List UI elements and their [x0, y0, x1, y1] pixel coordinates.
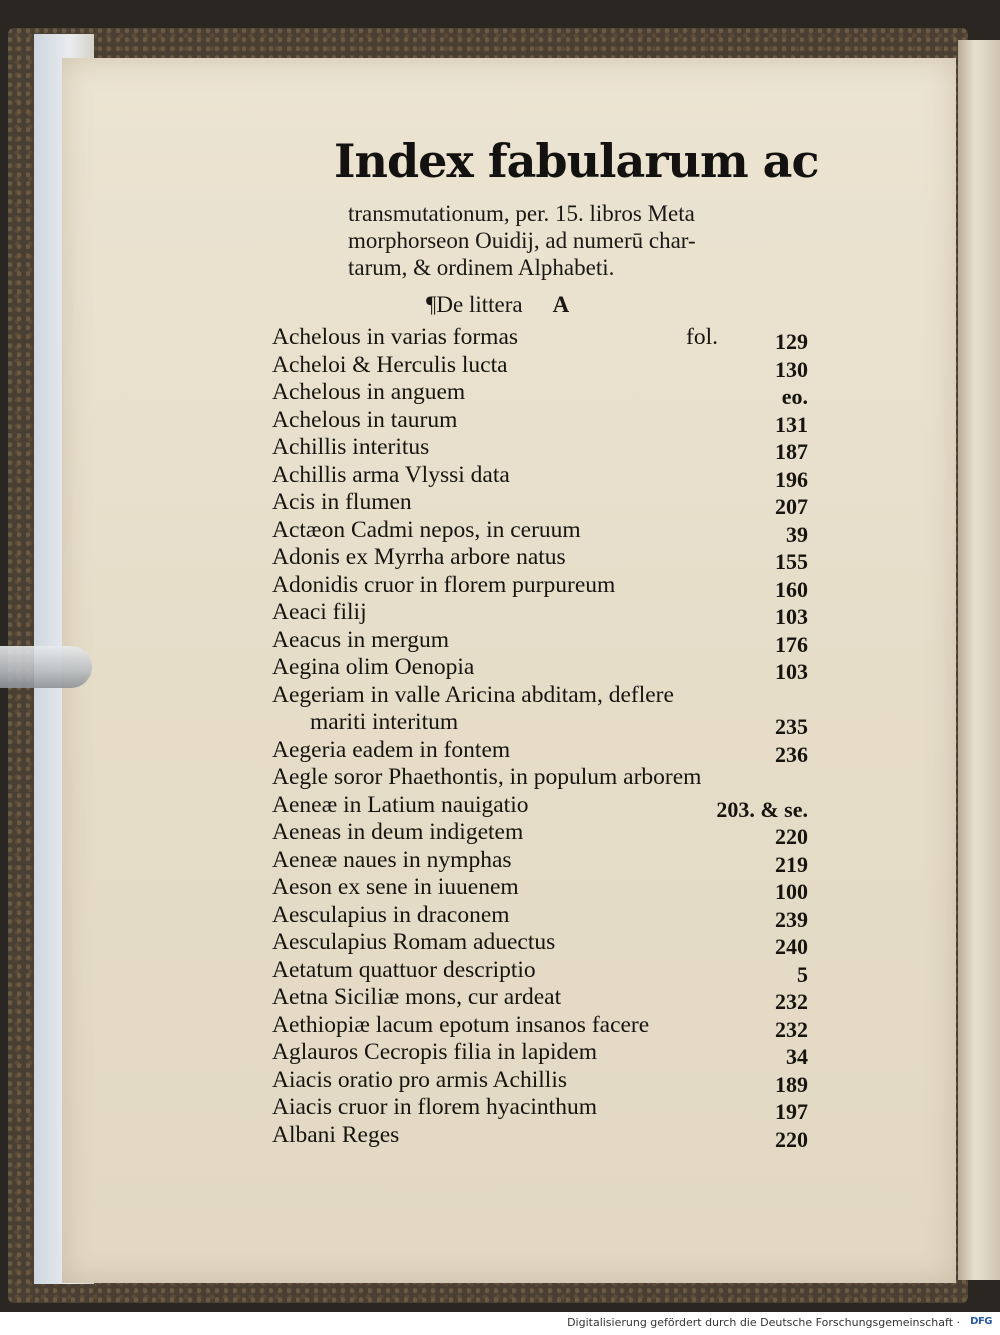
entry-folio-number: 232 [775, 989, 808, 1014]
entry-folio-number: 196 [775, 466, 808, 492]
page-title: Index fabularum ac [334, 134, 819, 188]
index-entry [272, 1012, 832, 1040]
entry-folio-number: 103 [775, 604, 808, 629]
entry-folio-number: 236 [775, 741, 808, 767]
subtitle-line: transmutationum, per. 15. libros Meta [348, 201, 695, 226]
index-entry [272, 352, 832, 380]
entry-folio-number: 197 [775, 1099, 808, 1124]
index-entry [272, 709, 832, 737]
entry-text: Aetatum quattuor descriptio [272, 956, 536, 983]
index-entry [272, 1039, 832, 1067]
entry-folio-number: 129 [775, 329, 808, 354]
footer-bar [0, 1312, 1000, 1335]
index-entry [272, 819, 832, 847]
index-entry [272, 654, 832, 682]
entry-text: Aegle soror Phaethontis, in populum arborem [272, 764, 702, 790]
entry-text: Aglauros Cecropis filia in lapidem [272, 1039, 598, 1065]
index-entry [272, 737, 832, 765]
facing-page-edge [958, 40, 1000, 1280]
entry-folio-number: 131 [775, 411, 808, 437]
section-heading [426, 292, 666, 318]
entry-folio-number: 39 [786, 521, 808, 547]
index-entries [272, 324, 832, 1152]
entry-text: Adonidis cruor in florem purpureum [272, 571, 616, 598]
index-entry [272, 434, 832, 462]
index-entry [272, 957, 832, 985]
entry-text: Achelous in anguem [272, 379, 466, 405]
entry-folio-number: 240 [775, 934, 808, 959]
entry-folio-number: 5 [797, 961, 808, 987]
entry-text: Aeson ex sene in iuuenem [272, 874, 519, 900]
entry-text: Aeneæ in Latium nauigatio [272, 791, 529, 818]
index-entry [272, 599, 832, 627]
entry-folio-number: 235 [775, 714, 808, 739]
entry-text: Aethiopiæ lacum epotum insanos facere [272, 1011, 650, 1038]
entry-text: Adonis ex Myrrha arbore natus [272, 544, 566, 570]
entry-folio-number: eo. [781, 384, 808, 409]
entry-folio-number: 232 [775, 1016, 808, 1042]
entry-folio-number: 220 [775, 824, 808, 849]
entry-text: Achillis arma Vlyssi data [272, 461, 510, 488]
entry-text: Achelous in varias formas [272, 324, 519, 350]
entry-text: Aesculapius Romam aduectus [272, 929, 556, 955]
entry-folio-number: 100 [775, 879, 808, 904]
entry-folio-number: 203. & se. [716, 796, 808, 822]
entry-text: Achelous in taurum [272, 406, 458, 433]
index-entry [272, 1094, 832, 1122]
entry-text: Aeacus in mergum [272, 626, 450, 653]
entry-text: Aesculapius in draconem [272, 901, 510, 928]
subtitle-line: morphorseon Ouidij, ad numerū char- [348, 228, 696, 253]
entry-folio-number: 187 [775, 439, 808, 464]
page-clip-holder [0, 646, 92, 688]
index-entry [272, 764, 832, 792]
entry-folio-number: 160 [775, 576, 808, 602]
entry-folio-number: 176 [775, 631, 808, 657]
entry-folio-number: 103 [775, 659, 808, 684]
index-entry [272, 1122, 832, 1150]
entry-text: Albani Reges [272, 1121, 400, 1148]
entry-text: Aegeria eadem in fontem [272, 736, 511, 763]
entry-text: Aeneas in deum indigetem [272, 819, 524, 845]
entry-text: Aiacis cruor in florem hyacinthum [272, 1094, 597, 1120]
index-entry [272, 627, 832, 655]
index-entry [272, 1067, 832, 1095]
entry-text: Aeneæ naues in nymphas [272, 846, 512, 873]
entry-text: Aiacis oratio pro armis Achillis [272, 1066, 568, 1093]
entry-text: mariti interitum [310, 709, 459, 735]
entry-text: Achillis interitus [272, 434, 430, 460]
index-entry [272, 902, 832, 930]
index-entry [272, 379, 832, 407]
index-entry [272, 544, 832, 572]
entry-folio-number: 207 [775, 494, 808, 519]
index-entry [272, 847, 832, 875]
index-entry [272, 874, 832, 902]
index-entry [272, 682, 832, 710]
entry-folio-number: 220 [775, 1126, 808, 1152]
subtitle-line: tarum, & ordinem Alphabeti. [348, 255, 615, 280]
index-entry [272, 324, 832, 352]
entry-text: Acheloi & Herculis lucta [272, 351, 508, 378]
section-letter: A [552, 292, 570, 317]
entry-text: Aegeriam in valle Aricina abditam, deflere [272, 681, 674, 708]
entry-text: Aetna Siciliæ mons, cur ardeat [272, 984, 562, 1010]
entry-folio-number: 239 [775, 906, 808, 932]
entry-folio-number: 155 [775, 549, 808, 574]
entry-folio-number: 219 [775, 851, 808, 877]
index-entry [272, 572, 832, 600]
entry-folio-number: 34 [786, 1044, 808, 1069]
index-entry [272, 462, 832, 490]
index-entry [272, 407, 832, 435]
index-entry [272, 984, 832, 1012]
index-text-block [272, 132, 832, 1157]
folio-label: fol. [686, 324, 718, 350]
entry-folio-number: 189 [775, 1071, 808, 1097]
section-mark: ¶De littera [426, 292, 523, 317]
entry-text: Aeaci filij [272, 599, 367, 625]
digitization-credit: Digitalisierung gefördert durch die Deutsche Forschungsgemeinschaft · [567, 1316, 960, 1329]
index-entry [272, 929, 832, 957]
index-entry [272, 517, 832, 545]
page-subtitle [348, 200, 828, 281]
entry-text: Aegina olim Oenopia [272, 654, 475, 680]
entry-text: Actæon Cadmi nepos, in ceruum [272, 516, 581, 543]
dfg-logo: DFG [970, 1316, 992, 1327]
index-entry [272, 489, 832, 517]
index-entry [272, 792, 832, 820]
entry-text: Acis in flumen [272, 489, 412, 515]
entry-folio-number: 130 [775, 356, 808, 382]
